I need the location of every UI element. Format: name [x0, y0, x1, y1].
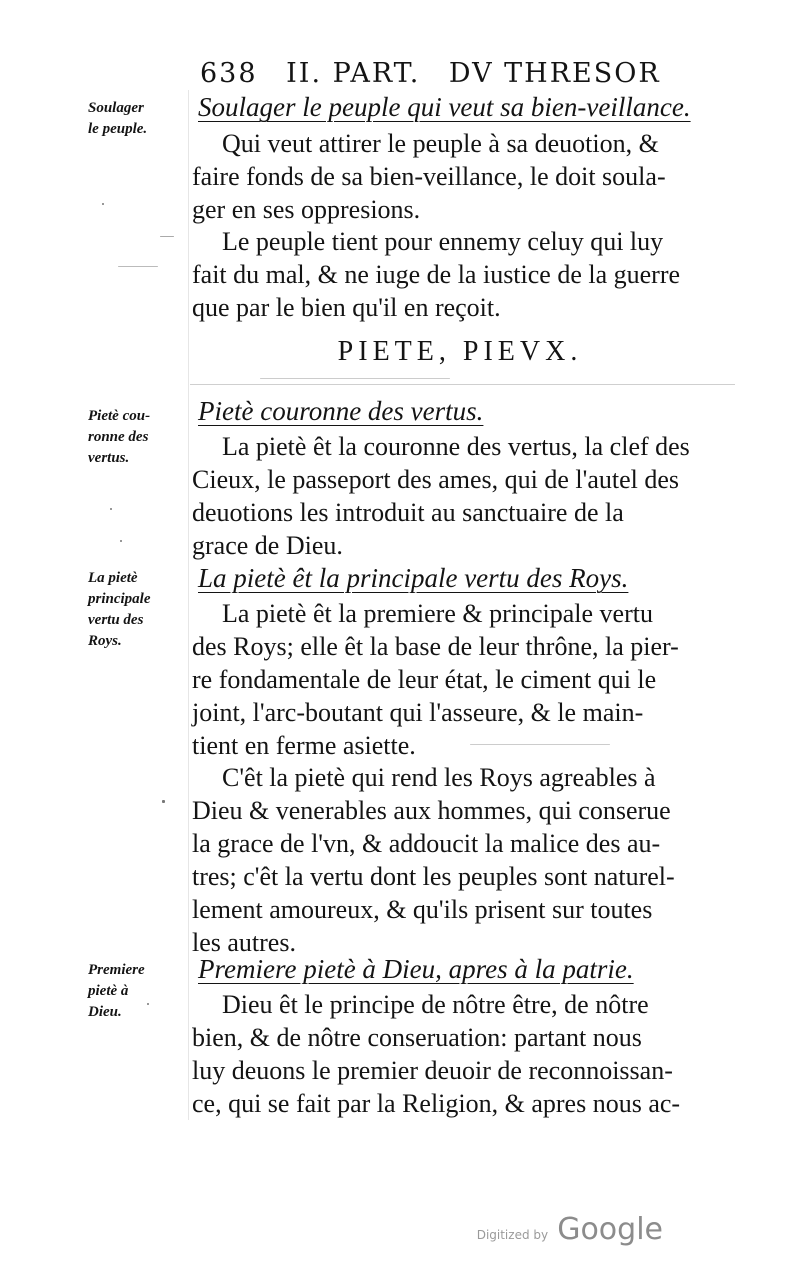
paragraph [192, 127, 732, 226]
text-line: bien, & de nôtre conseruation: partant nous [192, 1023, 642, 1052]
watermark-prefix: Digitized by [476, 1228, 549, 1242]
margin-rule [188, 90, 189, 1120]
text-line: lement amoureux, & qu'ils prisent sur toutes [192, 895, 653, 924]
scan-speck [147, 1003, 149, 1005]
book-title: DV THRESOR [448, 58, 661, 89]
heading-soulager: Soulager le peuple qui veut sa bien-veillance. [198, 92, 691, 122]
paragraph [192, 597, 732, 762]
heading-piete-roys: La pietè êt la principale vertu des Roys. [198, 563, 629, 593]
text-line: C'êt la pietè qui rend les Roys agreables à [222, 763, 656, 792]
paragraph [192, 430, 732, 562]
margin-note-piete-roys: La pietè principale vertu des Roys. [88, 570, 151, 649]
text-line: faire fonds de sa bien-veillance, le doit soula- [192, 162, 666, 191]
text-line: ce, qui se fait par la Religion, & apres nous ac- [192, 1089, 681, 1118]
digitized-watermark [477, 1212, 663, 1247]
scan-speck [160, 236, 174, 237]
text-line: Qui veut attirer le peuple à sa deuotion, & [222, 129, 659, 158]
text-line: Dieu & venerables aux hommes, qui conserue [192, 796, 671, 825]
text-line: La pietè êt la couronne des vertus, la clef des [222, 432, 690, 461]
text-line: luy deuons le premier deuoir de reconnoissan- [192, 1056, 673, 1085]
section-divider [190, 384, 735, 385]
scan-speck [118, 266, 158, 267]
scan-speck [260, 378, 450, 379]
margin-note-soulager: Soulager le peuple. [88, 100, 148, 137]
margin-note-premiere-piete: Premiere pietè à Dieu. [88, 962, 145, 1020]
text-line: ger en ses oppresions. [192, 195, 421, 224]
text-line: grace de Dieu. [192, 531, 343, 560]
text-line: deuotions les introduit au sanctuaire de la [192, 498, 624, 527]
text-line: tres; c'êt la vertu dont les peuples sont naturel- [192, 862, 675, 891]
paragraph [192, 988, 732, 1120]
text-line: Dieu êt le principe de nôtre être, de nôtre [222, 990, 649, 1019]
scan-speck [470, 744, 610, 745]
page-number: 638 [200, 58, 258, 89]
paragraph [192, 761, 732, 959]
text-line: re fondamentale de leur état, le ciment qui le [192, 665, 657, 694]
scan-speck [120, 540, 122, 542]
paragraph [192, 225, 732, 324]
running-head [200, 58, 680, 92]
text-line: Cieux, le passeport des ames, qui de l'autel des [192, 465, 680, 494]
text-line: que par le bien qu'il en reçoit. [192, 293, 501, 322]
margin-note-piete-couronne: Pietè cou- ronne des vertus. [88, 408, 151, 466]
text-line: Le peuple tient pour ennemy celuy qui luy [222, 227, 664, 256]
text-line: fait du mal, & ne iuge de la iustice de la guerre [192, 260, 681, 289]
scan-speck [102, 203, 104, 205]
google-logo: Google [557, 1212, 663, 1247]
text-line: des Roys; elle êt la base de leur thrône, la pier- [192, 632, 679, 661]
text-line: la grace de l'vn, & addoucit la malice des au- [192, 829, 661, 858]
part-label: II. PART. [286, 58, 421, 89]
scan-speck [162, 800, 165, 803]
text-line: tient en ferme asiette. [192, 731, 416, 760]
heading-premiere-piete: Premiere pietè à Dieu, apres à la patrie. [198, 954, 634, 984]
scan-speck [110, 508, 112, 510]
text-line: les autres. [192, 928, 296, 957]
text-line: joint, l'arc-boutant qui l'asseure, & le main- [192, 698, 644, 727]
text-line: La pietè êt la premiere & principale vertu [222, 599, 653, 628]
section-title: PIETE, PIEVX. [337, 336, 583, 367]
heading-piete-couronne: Pietè couronne des vertus. [198, 396, 484, 426]
